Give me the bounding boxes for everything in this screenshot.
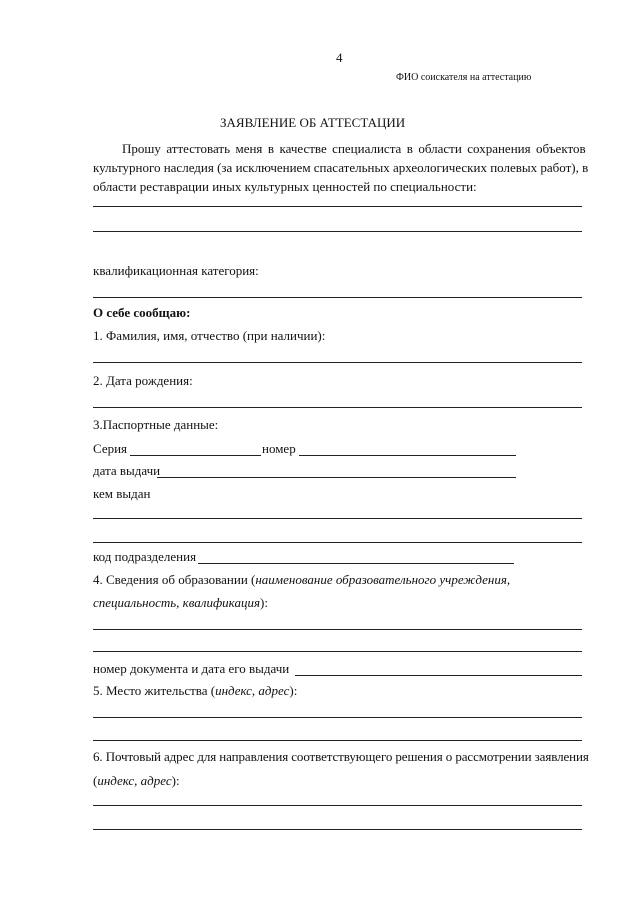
- passport-series-field[interactable]: [130, 455, 261, 456]
- education-field-2[interactable]: [93, 651, 582, 652]
- passport-number-label: номер: [262, 441, 296, 456]
- passport-number-field[interactable]: [299, 455, 516, 456]
- passport-issued-by-label: кем выдан: [93, 486, 151, 501]
- division-code-field[interactable]: [198, 563, 514, 564]
- birth-date-field[interactable]: [93, 407, 582, 408]
- postal-address-label-line-1: 6. Почтовый адрес для направления соответствующего решения о рассмотрении заявления: [93, 749, 589, 764]
- document-title: ЗАЯВЛЕНИЕ ОБ АТТЕСТАЦИИ: [220, 115, 406, 130]
- document-number-date-field[interactable]: [295, 675, 582, 676]
- full-name-label: 1. Фамилия, имя, отчество (при наличии):: [93, 328, 326, 343]
- qualification-category-field[interactable]: [93, 297, 582, 298]
- postal-address-label-line-2: (индекс, адрес):: [93, 773, 180, 788]
- intro-line-3: области реставрации иных культурных ценностей по специальности:: [93, 179, 477, 194]
- education-label-line-2: специальность, квалификация):: [93, 595, 268, 610]
- education-field-1[interactable]: [93, 629, 582, 630]
- passport-issued-by-field-1[interactable]: [93, 518, 582, 519]
- intro-line-1: Прошу аттестовать меня в качестве специалиста в области сохранения объектов: [122, 141, 586, 156]
- page-number: 4: [336, 50, 343, 65]
- applicant-name-note: ФИО соискателя на аттестацию: [396, 72, 532, 83]
- passport-heading: 3.Паспортные данные:: [93, 417, 219, 432]
- passport-series-label: Серия: [93, 441, 128, 456]
- passport-issued-by-field-2[interactable]: [93, 542, 582, 543]
- residence-field-1[interactable]: [93, 717, 582, 718]
- passport-issue-date-field[interactable]: [157, 477, 516, 478]
- document-number-date-label: номер документа и дата его выдачи: [93, 661, 290, 676]
- about-me-heading: О себе сообщаю:: [93, 305, 191, 320]
- passport-issue-date-label: дата выдачи: [93, 463, 161, 478]
- residence-field-2[interactable]: [93, 740, 582, 741]
- specialty-field-line-2[interactable]: [93, 231, 582, 232]
- postal-address-field-1[interactable]: [93, 805, 582, 806]
- birth-date-label: 2. Дата рождения:: [93, 373, 193, 388]
- full-name-field[interactable]: [93, 362, 582, 363]
- residence-label: 5. Место жительства (индекс, адрес):: [93, 683, 298, 698]
- qualification-category-label: квалификационная категория:: [93, 263, 259, 278]
- education-label-line-1: 4. Сведения об образовании (наименование образовательного учреждения,: [93, 572, 511, 587]
- intro-line-2: культурного наследия (за исключением спасательных археологических полевых работ), в: [93, 160, 589, 175]
- postal-address-field-2[interactable]: [93, 829, 582, 830]
- division-code-label: код подразделения: [93, 549, 197, 564]
- specialty-field-line-1[interactable]: [93, 206, 582, 207]
